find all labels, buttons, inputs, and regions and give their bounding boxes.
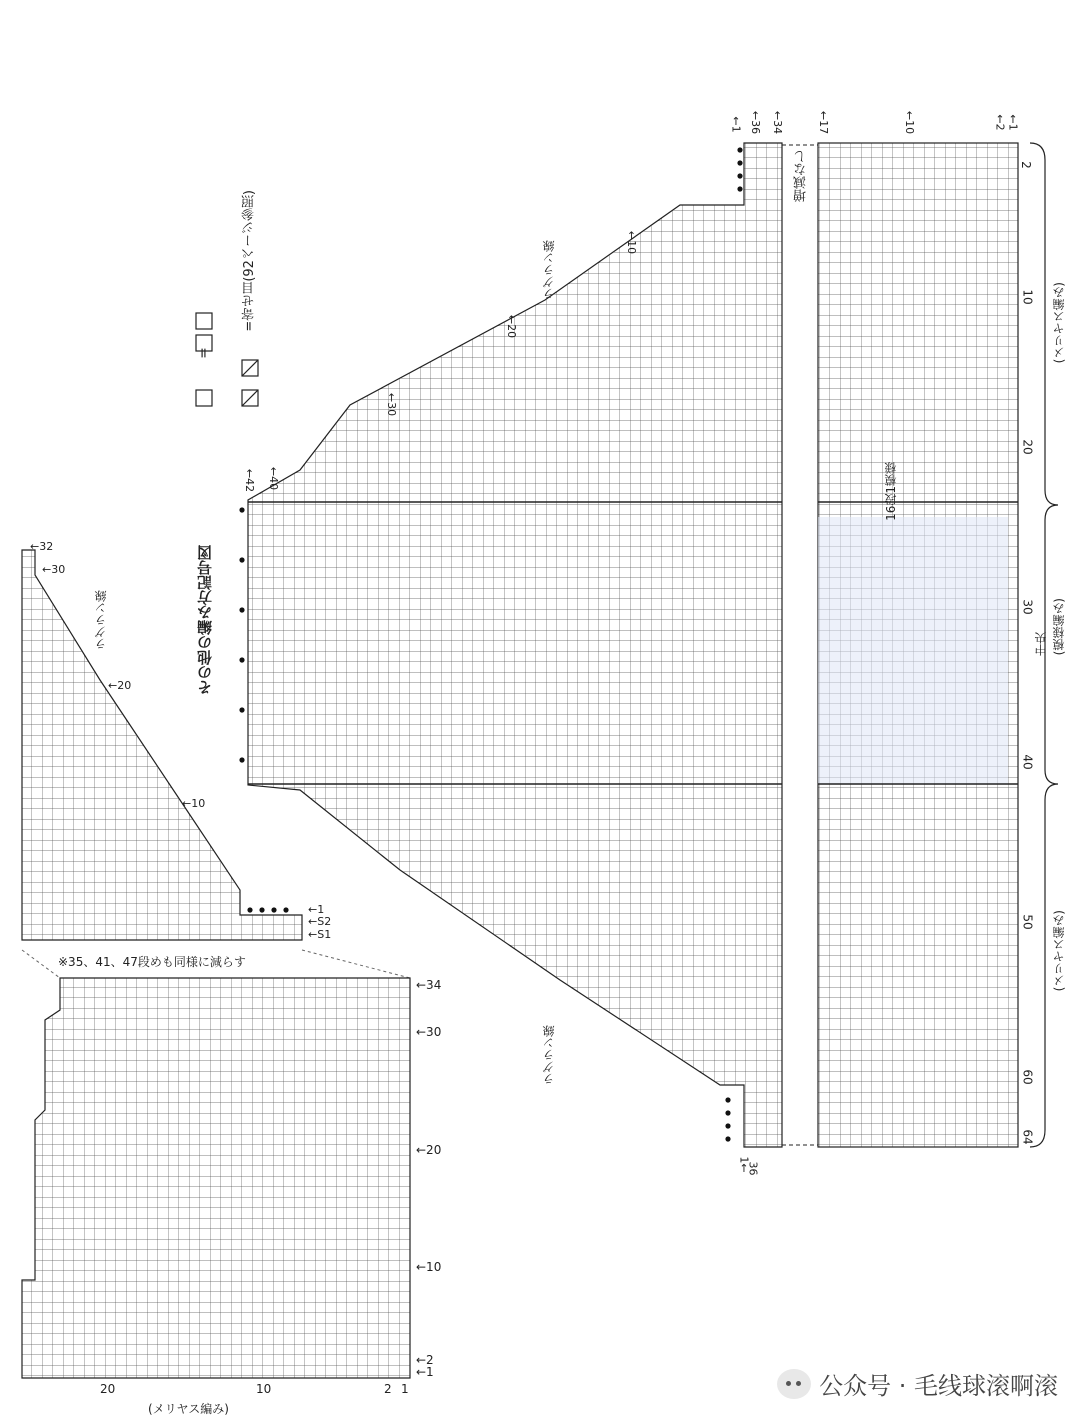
no-change-label: 増減なし — [794, 150, 809, 202]
legend-square-icon — [196, 313, 212, 329]
main-row-label: ←36 — [749, 110, 763, 135]
main-row-label: 1← — [737, 1156, 751, 1173]
triangle-row-label: ←10 — [625, 230, 639, 255]
main-row-label: ←1 — [729, 116, 743, 133]
main-col-label: 60 — [1020, 1069, 1035, 1085]
main-chart-rect — [818, 143, 1018, 1147]
raglan-label-left: ラグラン線 — [94, 590, 108, 650]
main-row-label: ←34 — [771, 110, 785, 135]
bottom-row-label: ←34 — [416, 978, 442, 992]
decrease-note: ※35、41、47段めも同様に減らす — [58, 955, 246, 969]
left-row-label: ←1 — [308, 903, 325, 916]
bottom-footer-label: (メリヤス編み) — [148, 1402, 229, 1416]
main-col-label: 50 — [1020, 914, 1035, 930]
main-col-label: 10 — [1020, 289, 1035, 305]
other-stitches-title: その他の編み方記号図 — [196, 545, 214, 695]
bottom-col-label: 20 — [100, 1382, 116, 1396]
bottom-col-label: 2 — [384, 1382, 392, 1396]
main-row-label: 36 — [746, 1161, 760, 1176]
left-row-label: ←S2 — [308, 915, 332, 928]
main-col-label: 64 — [1020, 1129, 1035, 1145]
main-row-label: ←10 — [903, 110, 917, 135]
bottom-chart — [22, 950, 410, 1378]
watermark-text: 公众号 · 毛线球滚啊滚 — [819, 1372, 1058, 1400]
one-pattern-label: 16段1模様 — [884, 462, 898, 521]
main-row-label: ←17 — [817, 110, 831, 135]
raglan-label-bottom: ラグラン線 — [542, 1025, 556, 1085]
main-row-label: ←1 — [1006, 114, 1020, 131]
wechat-icon — [777, 1369, 811, 1399]
bottom-row-label: ←1 — [416, 1365, 434, 1379]
pattern-highlight — [818, 517, 1008, 784]
triangle-row-label: ←30 — [385, 392, 399, 417]
left-row-label: ←20 — [108, 679, 132, 692]
triangle-row-label: ←40 — [267, 466, 281, 491]
triangle-row-label: ←20 — [505, 314, 519, 339]
pattern-label: (模様編み) — [1052, 598, 1066, 656]
triangle-row-label: ←42 — [243, 468, 257, 493]
bottom-row-label: ←10 — [416, 1260, 442, 1274]
legend-equals-label: = — [194, 347, 211, 359]
main-col-label: 30 — [1020, 599, 1035, 615]
left-row-label: ←32 — [30, 540, 54, 553]
bottom-row-label: ←2 — [416, 1353, 434, 1367]
stockinette-label-bottom: (メリヤス編み) — [1052, 910, 1066, 992]
bottom-col-label: 10 — [256, 1382, 272, 1396]
left-row-label: ←S1 — [308, 928, 332, 941]
bottom-col-label: 1 — [401, 1382, 409, 1396]
watermark — [777, 1366, 1058, 1401]
bottom-row-label: ←30 — [416, 1025, 442, 1039]
left-row-label: ←10 — [182, 797, 206, 810]
legend-decrease-label: =寄せ目(92ページ参照) — [242, 190, 257, 332]
center-label: 中央 — [1034, 632, 1048, 656]
left-row-label: ←30 — [42, 563, 66, 576]
main-col-label: 20 — [1020, 439, 1035, 455]
main-col-label: 2 — [1018, 161, 1033, 169]
main-col-label: 40 — [1020, 754, 1035, 770]
raglan-label-top: ラグラン線 — [542, 240, 556, 300]
main-row-label: ←2 — [993, 114, 1007, 131]
stockinette-label-top: (メリヤス編み) — [1052, 282, 1066, 364]
bottom-row-label: ←20 — [416, 1143, 442, 1157]
legend-square-icon — [196, 390, 212, 406]
